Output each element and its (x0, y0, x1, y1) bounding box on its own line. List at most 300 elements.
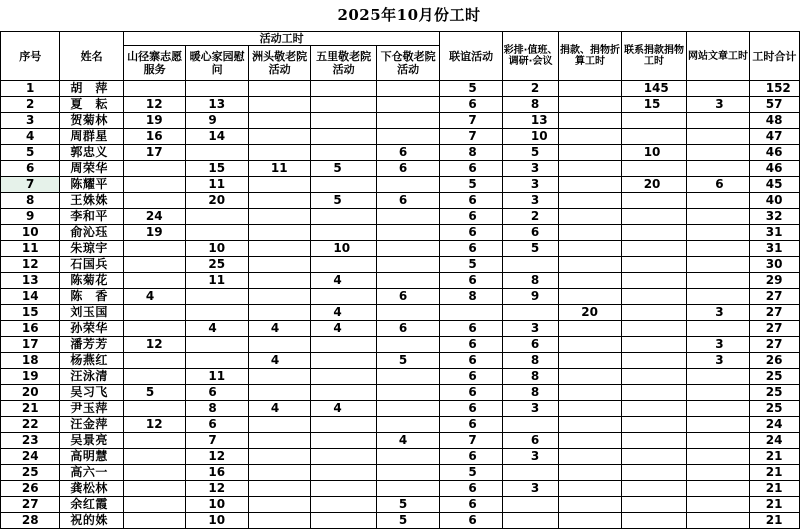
cell-total: 25 (749, 401, 799, 417)
cell-name: 尹玉萍 (60, 401, 124, 417)
cell-total: 31 (749, 225, 799, 241)
cell-contact (621, 241, 687, 257)
cell-activity-1 (123, 465, 185, 481)
cell-liaison: 6 (440, 225, 502, 241)
cell-donate (559, 177, 621, 193)
cell-activity-5 (376, 305, 440, 321)
cell-activity-4 (311, 225, 377, 241)
cell-contact (621, 465, 687, 481)
cell-activity-3 (248, 209, 310, 225)
cell-donate (559, 241, 621, 257)
cell-activity-2 (186, 81, 248, 97)
cell-activity-5 (376, 385, 440, 401)
cell-contact (621, 481, 687, 497)
cell-liaison: 5 (440, 177, 502, 193)
cell-activity-3 (248, 513, 310, 529)
table-row (1, 97, 800, 113)
cell-rehearse: 8 (502, 369, 558, 385)
cell-contact (621, 353, 687, 369)
cell-rehearse (502, 257, 558, 273)
cell-activity-5: 4 (376, 433, 440, 449)
table-row (1, 225, 800, 241)
cell-article (687, 209, 749, 225)
cell-activity-2: 4 (186, 321, 248, 337)
cell-activity-4: 5 (311, 161, 377, 177)
cell-activity-2: 11 (186, 177, 248, 193)
cell-activity-4 (311, 145, 377, 161)
cell-activity-4: 10 (311, 241, 377, 257)
cell-name: 刘玉国 (60, 305, 124, 321)
cell-no: 18 (1, 353, 60, 369)
cell-total: 27 (749, 337, 799, 353)
cell-article: 6 (687, 177, 749, 193)
cell-activity-5 (376, 369, 440, 385)
cell-activity-1 (123, 257, 185, 273)
header-col-1: 山径寨志愿服务 (123, 46, 185, 81)
cell-activity-4: 4 (311, 273, 377, 289)
cell-activity-1 (123, 273, 185, 289)
cell-contact (621, 193, 687, 209)
cell-contact (621, 433, 687, 449)
cell-activity-5: 6 (376, 161, 440, 177)
cell-activity-3 (248, 417, 310, 433)
header-article: 网站文章工时 (687, 32, 749, 81)
cell-donate (559, 417, 621, 433)
cell-article (687, 257, 749, 273)
cell-activity-4 (311, 481, 377, 497)
cell-article: 3 (687, 97, 749, 113)
cell-contact (621, 273, 687, 289)
cell-total: 25 (749, 369, 799, 385)
cell-name: 周群星 (60, 129, 124, 145)
cell-article (687, 465, 749, 481)
cell-total: 57 (749, 97, 799, 113)
cell-name: 潘芳芳 (60, 337, 124, 353)
cell-contact (621, 305, 687, 321)
header-name: 姓名 (60, 32, 124, 81)
cell-activity-2: 10 (186, 241, 248, 257)
cell-activity-2: 10 (186, 497, 248, 513)
cell-activity-2: 8 (186, 401, 248, 417)
cell-liaison: 7 (440, 433, 502, 449)
cell-activity-1 (123, 321, 185, 337)
cell-name: 吴习飞 (60, 385, 124, 401)
cell-activity-2 (186, 337, 248, 353)
cell-donate (559, 193, 621, 209)
cell-article (687, 369, 749, 385)
cell-donate (559, 353, 621, 369)
cell-activity-4 (311, 257, 377, 273)
cell-activity-4 (311, 129, 377, 145)
cell-donate (559, 385, 621, 401)
cell-total: 27 (749, 289, 799, 305)
cell-activity-5 (376, 401, 440, 417)
header-contact: 联系捐款捐物工时 (621, 32, 687, 81)
cell-total: 31 (749, 241, 799, 257)
cell-article (687, 433, 749, 449)
cell-name: 郭忠义 (60, 145, 124, 161)
cell-no: 15 (1, 305, 60, 321)
table-row (1, 129, 800, 145)
cell-activity-2: 9 (186, 113, 248, 129)
cell-article (687, 225, 749, 241)
table-row (1, 385, 800, 401)
cell-rehearse: 3 (502, 193, 558, 209)
cell-total: 48 (749, 113, 799, 129)
cell-liaison: 6 (440, 369, 502, 385)
cell-name: 高六一 (60, 465, 124, 481)
cell-article: 3 (687, 305, 749, 321)
cell-activity-2: 10 (186, 513, 248, 529)
cell-activity-1: 19 (123, 113, 185, 129)
cell-name: 石国兵 (60, 257, 124, 273)
cell-rehearse: 6 (502, 433, 558, 449)
cell-rehearse: 2 (502, 81, 558, 97)
cell-donate (559, 433, 621, 449)
cell-activity-5: 6 (376, 321, 440, 337)
cell-activity-5: 6 (376, 289, 440, 305)
cell-donate (559, 129, 621, 145)
cell-activity-1 (123, 161, 185, 177)
cell-activity-2 (186, 145, 248, 161)
cell-activity-2: 11 (186, 369, 248, 385)
cell-donate (559, 497, 621, 513)
cell-no: 3 (1, 113, 60, 129)
cell-contact (621, 369, 687, 385)
cell-article (687, 497, 749, 513)
cell-activity-3 (248, 193, 310, 209)
cell-no: 20 (1, 385, 60, 401)
cell-activity-2: 11 (186, 273, 248, 289)
cell-liaison: 6 (440, 449, 502, 465)
cell-no: 21 (1, 401, 60, 417)
cell-contact (621, 321, 687, 337)
cell-activity-4 (311, 449, 377, 465)
table-row (1, 449, 800, 465)
cell-activity-1: 12 (123, 417, 185, 433)
cell-rehearse (502, 497, 558, 513)
cell-total: 40 (749, 193, 799, 209)
cell-activity-3: 4 (248, 353, 310, 369)
cell-no: 10 (1, 225, 60, 241)
cell-name: 杨燕红 (60, 353, 124, 369)
cell-article (687, 401, 749, 417)
cell-activity-5 (376, 417, 440, 433)
cell-rehearse (502, 305, 558, 321)
cell-activity-5 (376, 481, 440, 497)
cell-name: 高明慧 (60, 449, 124, 465)
cell-contact (621, 337, 687, 353)
table-row (1, 161, 800, 177)
cell-article (687, 481, 749, 497)
cell-activity-3 (248, 449, 310, 465)
cell-activity-3 (248, 481, 310, 497)
table-row (1, 481, 800, 497)
cell-activity-5 (376, 241, 440, 257)
cell-total: 21 (749, 449, 799, 465)
cell-activity-4 (311, 433, 377, 449)
cell-no: 22 (1, 417, 60, 433)
cell-liaison: 6 (440, 337, 502, 353)
cell-article (687, 81, 749, 97)
table-row (1, 257, 800, 273)
cell-rehearse (502, 417, 558, 433)
cell-activity-4: 4 (311, 321, 377, 337)
cell-liaison (440, 305, 502, 321)
cell-activity-4 (311, 513, 377, 529)
header-no: 序号 (1, 32, 60, 81)
cell-activity-1 (123, 497, 185, 513)
cell-donate (559, 401, 621, 417)
cell-activity-4 (311, 417, 377, 433)
cell-activity-4: 5 (311, 193, 377, 209)
cell-donate (559, 145, 621, 161)
cell-activity-1: 19 (123, 225, 185, 241)
cell-activity-3: 11 (248, 161, 310, 177)
cell-activity-4 (311, 385, 377, 401)
cell-rehearse: 3 (502, 321, 558, 337)
cell-contact (621, 513, 687, 529)
cell-name: 贺菊林 (60, 113, 124, 129)
cell-activity-5 (376, 273, 440, 289)
cell-rehearse: 8 (502, 385, 558, 401)
cell-no: 27 (1, 497, 60, 513)
table-row (1, 353, 800, 369)
cell-donate (559, 369, 621, 385)
cell-total: 32 (749, 209, 799, 225)
cell-rehearse: 9 (502, 289, 558, 305)
cell-donate (559, 81, 621, 97)
cell-no: 23 (1, 433, 60, 449)
cell-liaison: 6 (440, 161, 502, 177)
cell-activity-3 (248, 289, 310, 305)
table-row (1, 241, 800, 257)
cell-liaison: 7 (440, 129, 502, 145)
cell-total: 21 (749, 465, 799, 481)
table-row (1, 321, 800, 337)
cell-article (687, 129, 749, 145)
cell-name: 朱琼宇 (60, 241, 124, 257)
cell-activity-3 (248, 369, 310, 385)
cell-activity-1 (123, 481, 185, 497)
cell-activity-5 (376, 257, 440, 273)
cell-activity-4 (311, 353, 377, 369)
cell-activity-5 (376, 337, 440, 353)
cell-activity-3 (248, 273, 310, 289)
cell-name: 夏 耘 (60, 97, 124, 113)
cell-no: 9 (1, 209, 60, 225)
cell-activity-2: 7 (186, 433, 248, 449)
cell-activity-2 (186, 209, 248, 225)
cell-liaison: 6 (440, 353, 502, 369)
header-rehearse: 彩排·值班、调研·会议 (502, 32, 558, 81)
cell-donate (559, 257, 621, 273)
cell-no: 4 (1, 129, 60, 145)
cell-article (687, 321, 749, 337)
header-activity-group: 活动工时 (123, 32, 440, 46)
cell-no: 7 (1, 177, 60, 193)
cell-activity-3 (248, 81, 310, 97)
table-row (1, 417, 800, 433)
cell-total: 21 (749, 513, 799, 529)
cell-activity-5: 5 (376, 497, 440, 513)
cell-activity-2 (186, 305, 248, 321)
header-col-4: 五里敬老院活动 (311, 46, 377, 81)
cell-total: 30 (749, 257, 799, 273)
cell-donate (559, 513, 621, 529)
cell-activity-5 (376, 225, 440, 241)
cell-activity-5 (376, 97, 440, 113)
cell-name: 祝的姝 (60, 513, 124, 529)
cell-liaison: 8 (440, 145, 502, 161)
cell-activity-2: 6 (186, 385, 248, 401)
cell-liaison: 6 (440, 481, 502, 497)
cell-activity-1: 5 (123, 385, 185, 401)
cell-name: 汪金萍 (60, 417, 124, 433)
cell-article (687, 513, 749, 529)
cell-rehearse: 6 (502, 337, 558, 353)
table-row (1, 273, 800, 289)
cell-article: 3 (687, 337, 749, 353)
cell-activity-4 (311, 289, 377, 305)
cell-activity-1: 4 (123, 289, 185, 305)
cell-activity-3 (248, 433, 310, 449)
cell-total: 152 (749, 81, 799, 97)
cell-activity-1: 16 (123, 129, 185, 145)
cell-liaison: 6 (440, 513, 502, 529)
cell-total: 21 (749, 481, 799, 497)
cell-article (687, 289, 749, 305)
cell-donate (559, 321, 621, 337)
cell-activity-3 (248, 337, 310, 353)
cell-article: 3 (687, 353, 749, 369)
cell-activity-1 (123, 513, 185, 529)
cell-activity-3 (248, 497, 310, 513)
cell-no: 8 (1, 193, 60, 209)
cell-contact: 15 (621, 97, 687, 113)
header-donate: 捐款、捐物折算工时 (559, 32, 621, 81)
cell-activity-2: 16 (186, 465, 248, 481)
cell-liaison: 6 (440, 385, 502, 401)
cell-rehearse: 3 (502, 481, 558, 497)
cell-article (687, 385, 749, 401)
cell-rehearse: 8 (502, 97, 558, 113)
cell-donate: 20 (559, 305, 621, 321)
table-row (1, 369, 800, 385)
cell-rehearse: 10 (502, 129, 558, 145)
cell-contact (621, 497, 687, 513)
cell-activity-5 (376, 177, 440, 193)
cell-rehearse: 5 (502, 145, 558, 161)
cell-name: 陈菊花 (60, 273, 124, 289)
table-row (1, 209, 800, 225)
cell-liaison: 6 (440, 97, 502, 113)
cell-donate (559, 161, 621, 177)
cell-rehearse (502, 513, 558, 529)
cell-contact (621, 113, 687, 129)
cell-donate (559, 273, 621, 289)
cell-donate (559, 113, 621, 129)
cell-rehearse: 2 (502, 209, 558, 225)
table-row (1, 433, 800, 449)
table-row (1, 145, 800, 161)
cell-activity-1 (123, 369, 185, 385)
cell-activity-2: 25 (186, 257, 248, 273)
work-hours-table (0, 31, 800, 529)
cell-name: 胡 萍 (60, 81, 124, 97)
cell-no: 14 (1, 289, 60, 305)
cell-contact (621, 257, 687, 273)
cell-activity-3 (248, 113, 310, 129)
cell-name: 周荣华 (60, 161, 124, 177)
cell-article (687, 113, 749, 129)
cell-name: 龚松林 (60, 481, 124, 497)
cell-liaison: 6 (440, 193, 502, 209)
cell-total: 47 (749, 129, 799, 145)
cell-activity-4: 4 (311, 305, 377, 321)
cell-donate (559, 289, 621, 305)
cell-name: 余红霞 (60, 497, 124, 513)
cell-activity-4 (311, 177, 377, 193)
cell-liaison: 8 (440, 289, 502, 305)
cell-activity-1: 17 (123, 145, 185, 161)
cell-article (687, 273, 749, 289)
cell-contact (621, 417, 687, 433)
cell-activity-3 (248, 257, 310, 273)
cell-liaison: 5 (440, 81, 502, 97)
cell-name: 陈耀平 (60, 177, 124, 193)
cell-activity-3 (248, 177, 310, 193)
cell-rehearse: 3 (502, 161, 558, 177)
cell-name: 孙荣华 (60, 321, 124, 337)
cell-rehearse: 3 (502, 177, 558, 193)
header-col-5: 下仓敬老院活动 (376, 46, 440, 81)
cell-liaison: 6 (440, 241, 502, 257)
cell-activity-5 (376, 81, 440, 97)
cell-activity-2: 12 (186, 481, 248, 497)
cell-activity-1 (123, 401, 185, 417)
cell-activity-3 (248, 129, 310, 145)
cell-activity-3: 4 (248, 401, 310, 417)
cell-liaison: 7 (440, 113, 502, 129)
cell-rehearse: 6 (502, 225, 558, 241)
cell-donate (559, 225, 621, 241)
table-row (1, 465, 800, 481)
cell-activity-3 (248, 385, 310, 401)
cell-rehearse: 3 (502, 401, 558, 417)
cell-activity-4: 4 (311, 401, 377, 417)
cell-activity-4 (311, 465, 377, 481)
cell-name: 陈 香 (60, 289, 124, 305)
cell-no: 5 (1, 145, 60, 161)
header-col-3: 洲头敬老院活动 (248, 46, 310, 81)
cell-activity-1 (123, 81, 185, 97)
table-row (1, 81, 800, 97)
cell-activity-1 (123, 177, 185, 193)
cell-no: 11 (1, 241, 60, 257)
table-row (1, 337, 800, 353)
cell-no: 6 (1, 161, 60, 177)
cell-no: 25 (1, 465, 60, 481)
sheet-title: 2025年10月份工时 (337, 6, 481, 24)
cell-rehearse: 5 (502, 241, 558, 257)
cell-activity-5 (376, 129, 440, 145)
cell-total: 46 (749, 161, 799, 177)
cell-activity-1: 12 (123, 97, 185, 113)
cell-no: 16 (1, 321, 60, 337)
table-row (1, 305, 800, 321)
cell-rehearse: 8 (502, 273, 558, 289)
